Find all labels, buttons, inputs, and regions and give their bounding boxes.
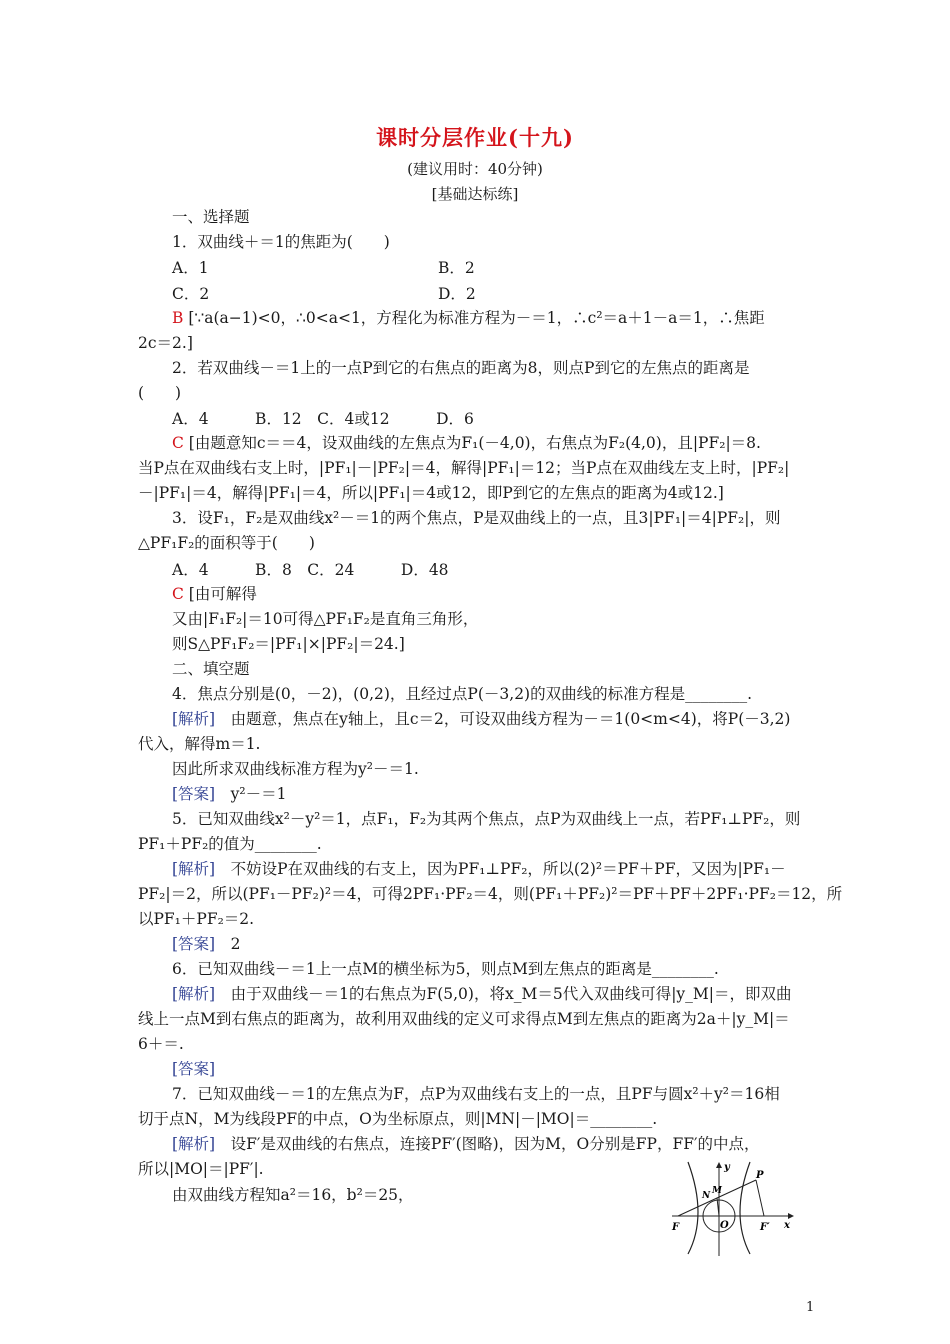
q1-option-a: A．1 <box>172 259 209 277</box>
question-5-line-2: PF₁＋PF₂的值为________. <box>138 835 322 853</box>
segment-pfp <box>756 1180 764 1216</box>
line-lead-marker: [解析] <box>172 860 216 878</box>
line-lead-marker: [答案] <box>172 1060 216 1078</box>
question-2-line-2: ( ) <box>138 384 182 402</box>
line-lead-marker: C <box>172 434 184 452</box>
solution-6-line-2: 线上一点M到右焦点的距离为，故利用双曲线的定义可求得点M到左焦点的距离为2a＋|y_M|＝ <box>138 1010 790 1028</box>
page-title: 课时分层作业(十九) <box>376 125 574 150</box>
question-4: 4．焦点分别是(0，－2)，(0,2)，且经过点P(－3,2)的双曲线的标准方程是________. <box>172 685 753 703</box>
answer-3-line-1: C [由可解得 <box>172 585 257 603</box>
label-o: O <box>720 1220 729 1231</box>
page-number: 1 <box>806 1300 815 1315</box>
label-f-prime: F′ <box>760 1222 770 1233</box>
line-lead-marker: [答案] <box>172 935 216 953</box>
answer-6 <box>172 1058 215 1080</box>
suggested-time: (建议用时：40分钟) <box>407 160 543 178</box>
q2-options: A．4 B．12 C．4或12 D．6 <box>172 410 474 428</box>
section-level: [基础达标练] <box>431 185 519 203</box>
answer-2-line-1: C [由题意知c＝＝4，设双曲线的左焦点为F₁(－4,0)，右焦点为F₂(4,0)，且|PF₂|＝8. <box>172 434 761 452</box>
line-lead-marker: B <box>172 309 184 327</box>
question-7-line-2: 切于点N，M为线段PF的中点，O为坐标原点，则|MN|－|MO|＝________. <box>138 1110 658 1128</box>
answer-4: [答案] y²－＝1 <box>172 785 287 803</box>
question-2-line-1: 2．若双曲线－＝1上的一点P到它的右焦点的距离为8，则点P到它的左焦点的距离是 <box>172 359 750 377</box>
solution-7-line-3: 由双曲线方程知a²＝16，b²＝25， <box>172 1186 414 1204</box>
solution-5-line-1: [解析] 不妨设P在双曲线的右支上，因为PF₁⊥PF₂，所以(2)²＝PF＋PF，又因为|PF₁－ <box>172 860 786 878</box>
solution-7-line-2: 所以|MO|＝|PF′|. <box>138 1160 264 1178</box>
question-1: 1．双曲线＋＝1的焦距为( ) <box>172 233 390 251</box>
solution-4-line-2: 代入，解得m＝1. <box>138 735 261 753</box>
hyperbola-figure <box>664 1158 798 1258</box>
answer-2-line-2: 当P点在双曲线右支上时，|PF₁|－|PF₂|＝4，解得|PF₁|＝12；当P点在双曲线左支上时，|PF₂| <box>138 459 790 477</box>
answer-1-line-1: B [∵a(a−1)<0，∴0<a<1，方程化为标准方程为－＝1，∴c²＝a＋1－a＝1，∴焦距 <box>172 309 765 327</box>
label-m: M <box>712 1186 722 1196</box>
line-lead-marker: [答案] <box>172 785 216 803</box>
q1-option-c: C．2 <box>172 285 210 303</box>
q3-options: A．4 B．8 C．24 D．48 <box>172 561 449 579</box>
line-lead-marker: [解析] <box>172 1135 216 1153</box>
label-f: F <box>672 1222 680 1233</box>
right-branch <box>740 1162 750 1254</box>
y-axis-arrow <box>716 1162 722 1168</box>
answer-5: [答案] 2 <box>172 935 241 953</box>
question-6: 6．已知双曲线－＝1上一点M的横坐标为5，则点M到左焦点的距离是________. <box>172 960 719 978</box>
solution-5-line-3: 以PF₁＋PF₂＝2. <box>138 910 255 928</box>
section-heading-fill: 二、填空题 <box>172 660 250 678</box>
answer-1-line-2: 2c＝2.] <box>138 334 193 352</box>
answer-3-line-3: 则S△PF₁F₂＝|PF₁|×|PF₂|＝24.] <box>172 635 405 653</box>
solution-5-line-2: PF₂|＝2，所以(PF₁－PF₂)²＝4，可得2PF₁·PF₂＝4，则(PF₁＋PF₂)²＝PF＋PF＋2PF₁·PF₂＝12，所 <box>138 885 843 903</box>
label-x: x <box>784 1220 790 1231</box>
answer-2-line-3: －|PF₁|＝4，解得|PF₁|＝4，所以|PF₁|＝4或12，即P到它的左焦点的距离为4或12.] <box>138 484 724 502</box>
label-y: y <box>724 1162 730 1173</box>
solution-7-line-1: [解析] 设F′是双曲线的右焦点，连接PF′(图略)，因为M，O分别是FP，FF′的中点， <box>172 1135 760 1153</box>
answer-3-line-2: 又由|F₁F₂|＝10可得△PF₁F₂是直角三角形， <box>172 610 479 628</box>
question-5-line-1: 5．已知双曲线x²－y²＝1，点F₁，F₂为其两个焦点，点P为双曲线上一点，若PF₁⊥PF₂，则 <box>172 810 801 828</box>
solution-4-line-3: 因此所求双曲线标准方程为y²－＝1. <box>172 760 419 778</box>
x-axis-arrow <box>788 1213 794 1219</box>
solution-6-line-3: 6＋＝. <box>138 1035 184 1053</box>
solution-6-line-1: [解析] 由于双曲线－＝1的右焦点为F(5,0)，将x_M＝5代入双曲线可得|y_M|＝，即双曲 <box>172 985 792 1003</box>
line-lead-marker: C <box>172 585 184 603</box>
line-lead-marker: [解析] <box>172 710 216 728</box>
q1-option-b: B．2 <box>438 259 475 277</box>
label-n: N <box>702 1191 711 1201</box>
question-7-line-1: 7．已知双曲线－＝1的左焦点为F，点P为双曲线右支上的一点，且PF与圆x²＋y²＝16相 <box>172 1085 780 1103</box>
line-lead-marker: [解析] <box>172 985 216 1003</box>
solution-4-line-1: [解析] 由题意，焦点在y轴上，且c＝2，可设双曲线方程为－＝1(0<m<4)，将P(－3,2) <box>172 710 791 728</box>
section-heading-choice: 一、选择题 <box>172 208 250 226</box>
question-3-line-2: △PF₁F₂的面积等于( ) <box>138 534 315 552</box>
question-3-line-1: 3．设F₁，F₂是双曲线x²－＝1的两个焦点，P是双曲线上的一点，且3|PF₁|＝4|PF₂|，则 <box>172 509 781 527</box>
label-p: P <box>756 1170 764 1181</box>
q1-option-d: D．2 <box>438 285 476 303</box>
